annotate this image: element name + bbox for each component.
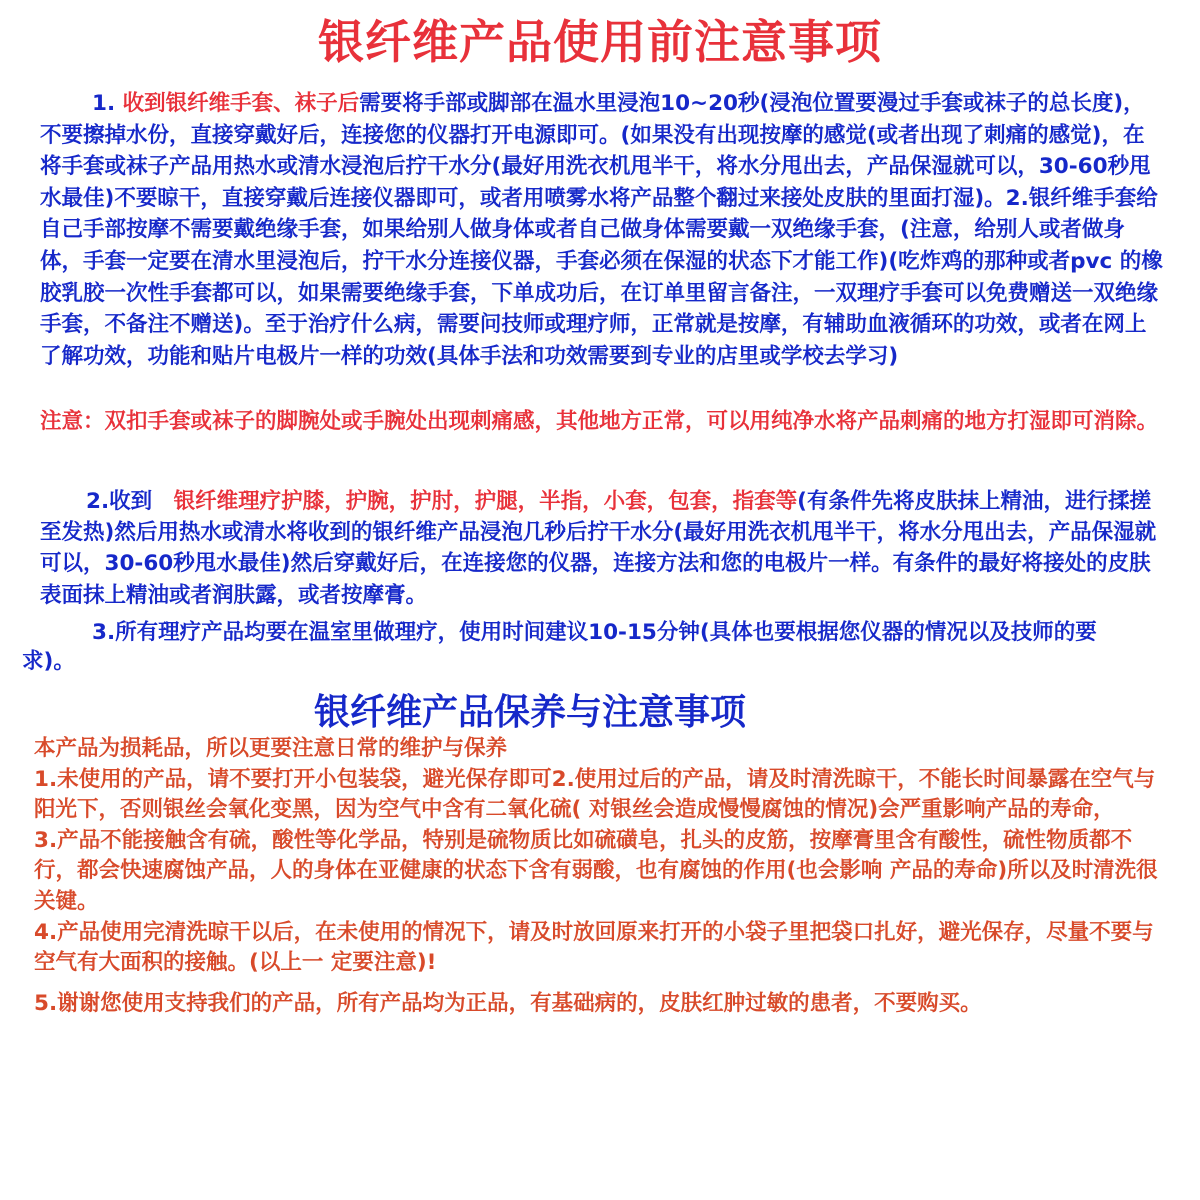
section-2-body: (有条件先将皮肤抹上精油，进行揉搓至发热)然后用热水或清水将收到的银纤维产品浸泡几秒后拧干水分(最好用洗衣机甩半干，将水分甩出去，产品保湿就可以，30-60秒甩水最佳)然后穿戴好后，在连接您的仪器，连接方法和您的电极片一样。有条件的最好将接处的皮肤表面抹上精油或者润肤露，或者按摩膏。 [40, 489, 1157, 608]
care-intro: 本产品为损耗品，所以更要注意日常的维护与保养 [34, 736, 508, 761]
instruction-section-1 [40, 88, 1165, 372]
section-2-number: 2.收到 [86, 489, 174, 514]
care-item-1: 1.未使用的产品，请不要打开小包装袋，避光保存即可2.使用过后的产品，请及时清洗晾干，不能长时间暴露在空气与阳光下，否则银丝会氧化变黑，因为空气中含有二氧化硫( 对银丝会造成慢慢腐蚀的情况)会严重影响产品的寿命， [34, 766, 1156, 823]
page-title: 银纤维产品使用前注意事项 [318, 15, 882, 69]
spacer [34, 979, 1174, 989]
care-item-4: 4.产品使用完清洗晾干以后，在未使用的情况下，请及时放回原来打开的小袋子里把袋口扎好，避光保存，尽量不要与空气有大面积的接触。(以上一 定要注意)! [34, 919, 1154, 976]
section-1-number: 1. [92, 91, 123, 116]
instruction-section-3: 3.所有理疗产品均要在温室里做理疗，使用时间建议10-15分钟(具体也要根据您仪器的情况以及技师的要求)。 [22, 620, 1097, 674]
instruction-section-2 [40, 486, 1160, 611]
warning-note: 注意：双扣手套或袜子的脚腕处或手腕处出现刺痛感，其他地方正常，可以用纯净水将产品刺痛的地方打湿即可消除。 [40, 409, 1159, 434]
care-item-5: 5.谢谢您使用支持我们的产品，所有产品均为正品，有基础病的，皮肤红肿过敏的患者，不要购买。 [34, 990, 982, 1016]
section-2-highlight: 银纤维理疗护膝，护腕，护肘，护腿，半指，小套，包套，指套等 [173, 489, 798, 514]
section-1-highlight: 收到银纤维手套、袜子后 [122, 91, 360, 116]
care-section-title: 银纤维产品保养与注意事项 [313, 692, 746, 733]
care-item-3: 3.产品不能接触含有硫，酸性等化学品，特别是硫物质比如硫磺皂，扎头的皮筋，按摩膏里含有酸性，硫性物质都不行，都会快速腐蚀产品，人的身体在亚健康的状态下含有弱酸，也有腐蚀的作用(也会影响 产品的寿命)所以及时清洗很关键。 [34, 827, 1158, 914]
care-instructions [34, 734, 1174, 1019]
section-1-body: 需要将手部或脚部在温水里浸泡10~20秒(浸泡位置要漫过手套或袜子的总长度)，不要擦掉水份，直接穿戴好后，连接您的仪器打开电源即可。(如果没有出现按摩的感觉(或者出现了刺痛的感觉)，在将手套或袜子产品用热水或清水浸泡后拧干水分(最好用洗衣机甩半干，将水分甩出去，产品保湿就可以，30-60秒甩水最佳)不要晾干，直接穿戴后连接仪器即可，或者用喷雾水将产品整个翻过来接处皮肤的里面打湿)。2.银纤维手套给自己手部按摩不需要戴绝缘手套，如果给别人做身体或者自己做身体需要戴一双绝缘手套，(注意，给别人或者做身体，手套一定要在清水里浸泡后，拧干水分连接仪器，手套必须在保湿的状态下才能工作)(吃炸鸡的那种或者pvc 的橡胶乳胶一次性手套都可以，如果需要绝缘手套，下单成功后，在订单里留言备注，一双理疗手套可以免费赠送一双绝缘手套，不备注不赠送)。至于治疗什么病，需要问技师或理疗师，正常就是按摩，有辅助血液循环的功效，或者在网上了解功效，功能和贴片电极片一样的功效(具体手法和功效需要到专业的店里或学校去学习) [40, 91, 1163, 369]
